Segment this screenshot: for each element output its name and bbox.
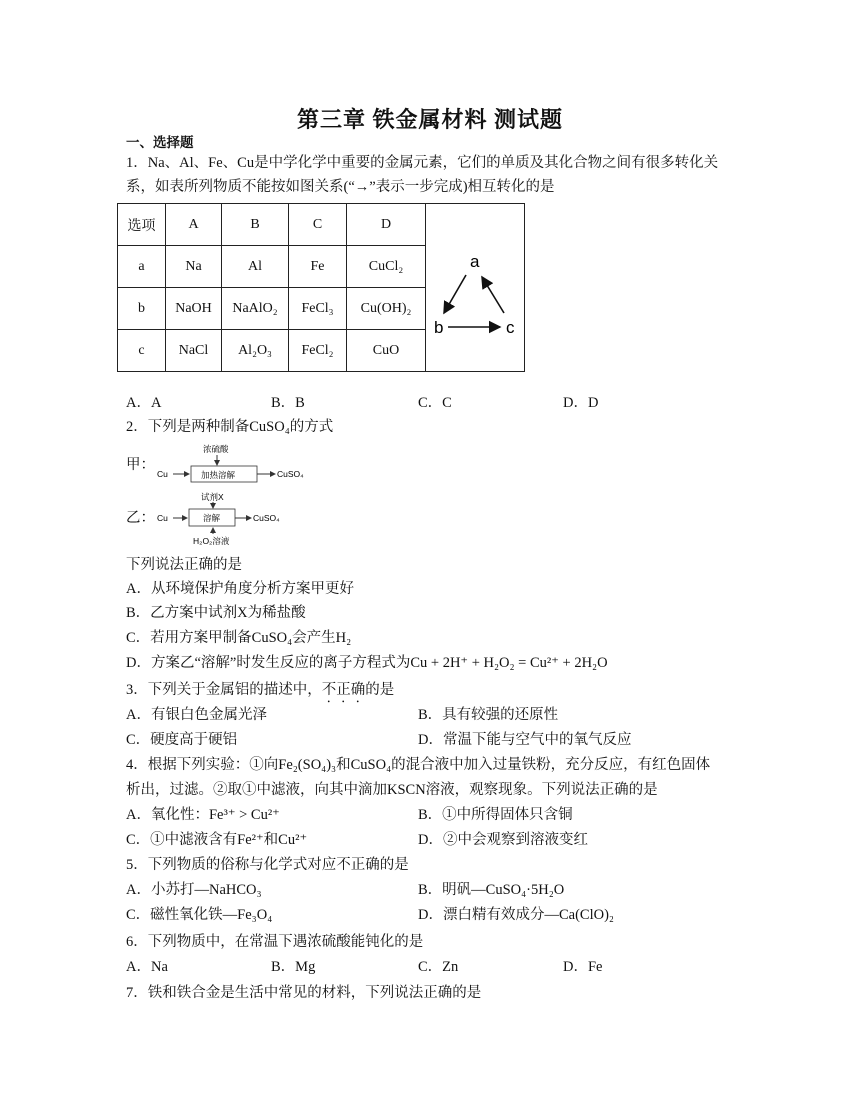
table-cell: FeCl₂ [289,330,347,372]
q6-option-a[interactable]: A．Na [126,959,168,975]
table-cell: Na [166,246,222,288]
q1-stem-line1: 1．Na、Al、Fe、Cu是中学化学中重要的金属元素，它们的单质及其化合物之间有很多转化关 [126,155,719,171]
table-cell: NaAlO₂ [222,288,289,330]
yi-product-label: CuSO₄ [253,513,280,523]
table-header-cell: D [347,204,426,246]
table-cell: c [118,330,166,372]
q5-option-d[interactable]: D．漂白精有效成分—Ca(ClO)₂ [418,907,614,923]
q3-option-a[interactable]: A．有银白色金属光泽 [126,707,267,723]
q2-option-a[interactable]: A．从环境保护角度分析方案甲更好 [126,581,354,597]
q5-option-b[interactable]: B．明矾—CuSO₄·5H₂O [418,882,565,898]
node-b-label: b [434,318,444,337]
q5-option-c[interactable]: C．磁性氧化铁—Fe₃O₄ [126,907,273,923]
q5-option-a[interactable]: A．小苏打—NaHCO₃ [126,882,262,898]
q6-option-d[interactable]: D．Fe [563,959,603,975]
q6-stem: 6．下列物质中，在常温下遇浓硫酸能钝化的是 [126,934,424,950]
table-cell: Al₂O₃ [222,330,289,372]
table-header-cell: 选项 [118,204,166,246]
jia-product-label: CuSO₄ [277,469,304,479]
q2-option-c[interactable]: C．若用方案甲制备CuSO₄会产生H₂ [126,630,352,646]
q2-question: 下列说法正确的是 [126,557,242,573]
q3-option-c[interactable]: C．硬度高于硬铝 [126,732,238,748]
yi-extra-reagent-label: H₂O₂溶液 [193,536,230,546]
table-cell: CuCl₂ [347,246,426,288]
yi-reagent-label: 试剂X [201,492,224,502]
table-cell: Cu(OH)₂ [347,288,426,330]
q1-option-b[interactable]: B．B [271,395,305,411]
q3-stem-pre: 3．下列关于金属铝的描述中， [126,682,322,698]
table-cell: b [118,288,166,330]
q4-stem-line1: 4．根据下列实验：①向Fe₂(SO₄)₃和CuSO₄的混合液中加入过量铁粉，充分反应，有红色固体 [126,757,711,773]
q4-option-a[interactable]: A．氧化性：Fe³⁺ > Cu²⁺ [126,807,280,823]
q7-stem: 7．铁和铁合金是生活中常见的材料，下列说法正确的是 [126,985,482,1001]
q1-table [117,203,525,372]
section-heading: 一、选择题 [126,135,194,150]
node-c-label: c [506,318,515,337]
q2-yi-flow-diagram [155,488,325,548]
q2-jia-flow-diagram [155,440,325,485]
jia-process-box: 加热溶解 [201,470,236,480]
table-cell: Fe [289,246,347,288]
q2-stem: 2．下列是两种制备CuSO₄的方式 [126,419,334,435]
q3-stem-emphasis: 不正确 [321,682,366,698]
table-cell: CuO [347,330,426,372]
q4-option-c[interactable]: C．①中滤液含有Fe²⁺和Cu²⁺ [126,832,308,848]
q2-option-b[interactable]: B．乙方案中试剂X为稀盐酸 [126,605,306,621]
q6-option-c[interactable]: C．Zn [418,959,459,975]
table-cell: a [118,246,166,288]
arrow-a-to-b [444,275,466,313]
q6-option-b[interactable]: B．Mg [271,959,316,975]
q1-option-a[interactable]: A．A [126,395,162,411]
jia-start-label: Cu [157,469,168,479]
conversion-triangle-diagram [426,225,524,345]
table-cell: NaCl [166,330,222,372]
table-cell: Al [222,246,289,288]
q3-option-b[interactable]: B．具有较强的还原性 [418,707,559,723]
q1-option-c[interactable]: C．C [418,395,452,411]
q2-jia-label: 甲： [126,457,155,473]
table-header-cell: A [166,204,222,246]
table-row [118,204,525,246]
conversion-diagram-cell [426,204,525,372]
table-header-cell: B [222,204,289,246]
q4-option-b[interactable]: B．①中所得固体只含铜 [418,807,573,823]
table-cell: NaOH [166,288,222,330]
q2-option-d[interactable]: D．方案乙“溶解”时发生反应的离子方程式为Cu + 2H⁺ + H₂O₂ = Cu²⁺ + 2H₂O [126,655,608,671]
q3-option-d[interactable]: D．常温下能与空气中的氧气反应 [418,732,632,748]
jia-reagent-label: 浓硫酸 [203,444,229,454]
q3-stem-post: 的是 [365,682,395,698]
page-title: 第三章 铁金属材料 测试题 [296,107,563,132]
arrow-c-to-a [482,277,504,313]
q2-yi-label: 乙： [126,510,155,526]
q1-stem-line2: 系，如表所列物质不能按如图关系(“→”表示一步完成)相互转化的是 [126,179,555,195]
yi-start-label: Cu [157,513,168,523]
yi-process-box: 溶解 [203,513,221,523]
table-cell: FeCl₃ [289,288,347,330]
table-header-cell: C [289,204,347,246]
q1-option-d[interactable]: D．D [563,395,599,411]
q3-stem [126,680,394,706]
node-a-label: a [470,252,480,271]
q4-option-d[interactable]: D．②中会观察到溶液变红 [418,832,588,848]
q5-stem: 5．下列物质的俗称与化学式对应不正确的是 [126,857,409,873]
q4-stem-line2: 析出，过滤。②取①中滤液，向其中滴加KSCN溶液，观察现象。下列说法正确的是 [126,782,658,798]
